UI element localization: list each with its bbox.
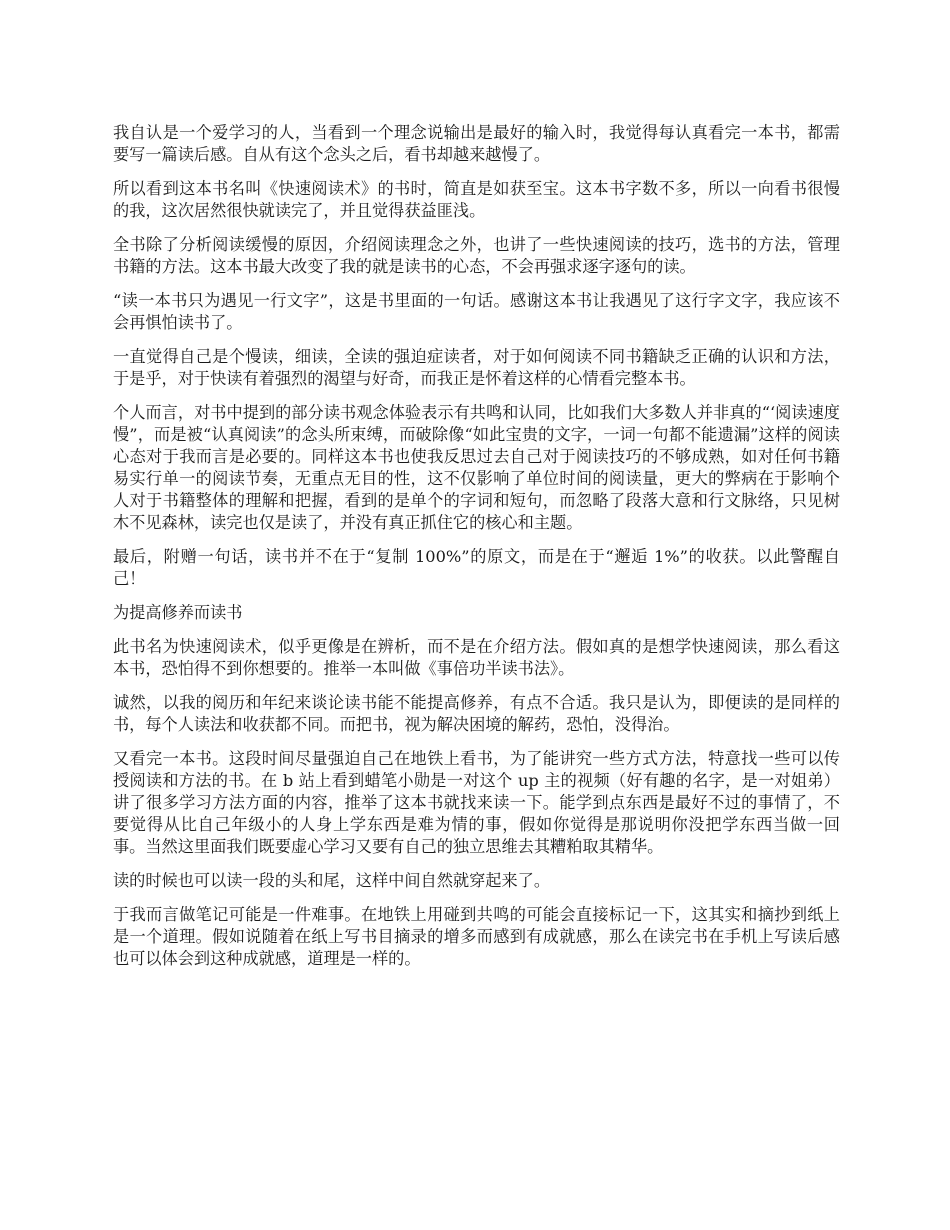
paragraph-13: 于我而言做笔记可能是一件难事。在地铁上用碰到共鸣的可能会直接标记一下，这其实和摘抄到纸上是一个道理。假如说随着在纸上写书目摘录的增多而感到有成就感，那么在读完书在手机上写读后感也可以体会到这种成就感，道理是一样的。 (113, 905, 840, 968)
paragraph-2: 所以看到这本书名叫《快速阅读术》的书时，简直是如获至宝。这本书字数不多，所以一向看书很慢的我，这次居然很快就读完了，并且觉得获益匪浅。 (113, 179, 840, 220)
paragraph-4: “读一本书只为遇见一行文字”，这是书里面的一句话。感谢这本书让我遇见了这行字文字，我应该不会再惧怕读书了。 (113, 291, 840, 332)
paragraph-1: 我自认是一个爱学习的人，当看到一个理念说输出是最好的输入时，我觉得每认真看完一本书，都需要写一篇读后感。自从有这个念头之后，看书却越来越慢了。 (113, 123, 840, 164)
paragraph-12: 读的时候也可以读一段的头和尾，这样中间自然就穿起来了。 (113, 871, 551, 890)
paragraph-9: 此书名为快速阅读术，似乎更像是在辨析，而不是在介绍方法。假如真的是想学快速阅读，那么看这本书，恐怕得不到你想要的。推举一本叫做《事倍功半读书法》。 (113, 637, 840, 678)
section-heading: 为提高修养而读书 (113, 603, 243, 622)
paragraph-11: 又看完一本书。这段时间尽量强迫自己在地铁上看书，为了能讲究一些方式方法，特意找一些可以传授阅读和方法的书。在 b 站上看到蜡笔小勋是一对这个 up 主的视频（好有趣的名字，是一对姐弟）讲了很多学习方法方面的内容，推举了这本书就找来读一下。能学到点东西是最好不过的事情了，不要觉得从比自己年级小的人身上学东西是难为情的事，假如你觉得是那说明你没把学东西当做一回事。当然这里面我们既要虚心学习又要有自己的独立思维去其糟粕取其精华。 (113, 749, 840, 856)
paragraph-10: 诚然，以我的阅历和年纪来谈论读书能不能提高修养，有点不合适。我只是认为，即便读的是同样的书，每个人读法和收获都不同。而把书，视为解决困境的解药，恐怕，没得治。 (113, 693, 840, 734)
document-body (113, 122, 840, 982)
paragraph-3: 全书除了分析阅读缓慢的原因，介绍阅读理念之外，也讲了一些快速阅读的技巧，选书的方法，管理书籍的方法。这本书最大改变了我的就是读书的心态，不会再强求逐字逐句的读。 (113, 235, 840, 276)
paragraph-5: 一直觉得自己是个慢读，细读，全读的强迫症读者，对于如何阅读不同书籍缺乏正确的认识和方法，于是乎，对于快读有着强烈的渴望与好奇，而我正是怀着这样的心情看完整本书。 (113, 347, 840, 388)
paragraph-6: 个人而言，对书中提到的部分读书观念体验表示有共鸣和认同，比如我们大多数人并非真的“‘阅读速度慢”，而是被“认真阅读”的念头所束缚，而破除像“如此宝贵的文字，一词一句都不能遗漏”这样的阅读心态对于我而言是必要的。同样这本书也使我反思过去自己对于阅读技巧的不够成熟，如对任何书籍易实行单一的阅读节奏，无重点无目的性，这不仅影响了单位时间的阅读量，更大的弊病在于影响个人对于书籍整体的理解和把握，看到的是单个的字词和短句，而忽略了段落大意和行文脉络，只见树木不见森林，读完也仅是读了，并没有真正抓住它的核心和主题。 (113, 403, 840, 532)
paragraph-7: 最后，附赠一句话，读书并不在于“复制 100%”的原文，而是在于“邂逅 1%”的收获。以此警醒自己！ (113, 547, 840, 588)
